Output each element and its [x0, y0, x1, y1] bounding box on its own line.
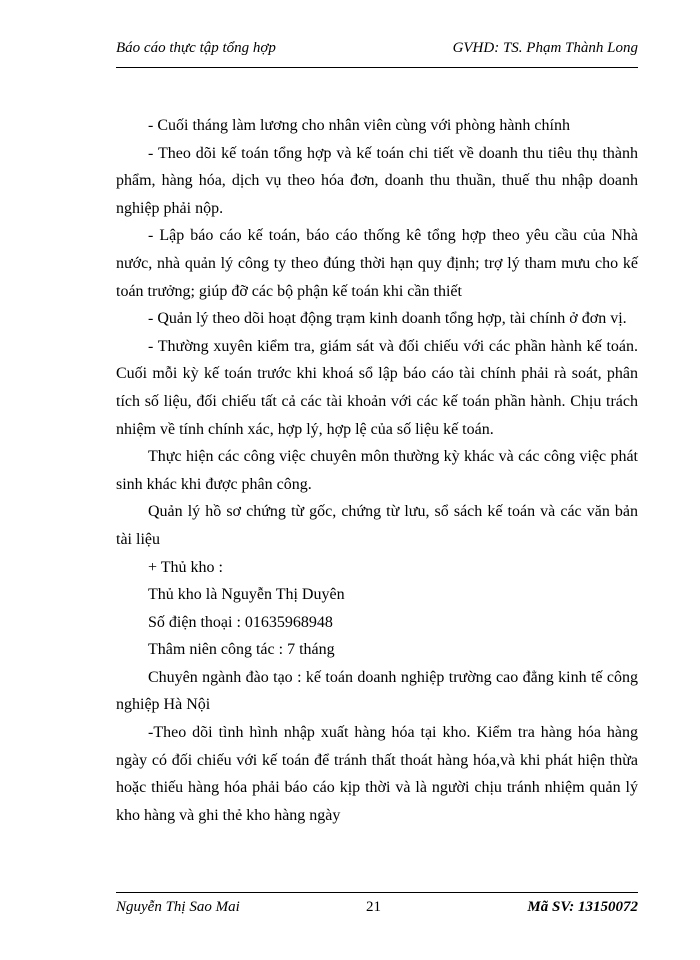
paragraph: Quản lý hồ sơ chứng từ gốc, chứng từ lưu, sổ sách kế toán và các văn bản tài liệu: [116, 503, 638, 548]
paragraph: Thâm niên công tác : 7 tháng: [148, 641, 335, 659]
footer-student-id: Mã SV: 13150072: [527, 899, 638, 915]
paragraph: - Quản lý theo dõi hoạt động trạm kinh doanh tổng hợp, tài chính ở đơn vị.: [148, 310, 627, 328]
paragraph: - Theo dõi kế toán tổng hợp và kế toán chi tiết về doanh thu tiêu thụ thành phẩm, hàng hóa, dịch vụ theo hóa đơn, doanh thu thuần, thuế thu nhập doanh nghiệp phải nộp.: [116, 144, 638, 217]
paragraph: + Thủ kho :: [148, 558, 223, 576]
paragraph: - Cuối tháng làm lương cho nhân viên cùng với phòng hành chính: [148, 117, 570, 134]
page-number: 21: [366, 899, 381, 915]
paragraph: Thủ kho là Nguyễn Thị Duyên: [148, 586, 345, 604]
paragraph: -Theo dõi tình hình nhập xuất hàng hóa tại kho. Kiểm tra hàng hóa hàng ngày có đối chiếu với kế toán để tránh thất thoát hàng hóa,và khi phát hiện thừa hoặc thiếu hàng hóa phải báo cáo kịp thời và là người chịu tránh nhiệm quản lý kho hàng và ghi thẻ kho hàng ngày: [116, 724, 638, 824]
document-body: [116, 112, 638, 829]
paragraph: Thực hiện các công việc chuyên môn thường kỳ khác và các công việc phát sinh khác khi được phân công.: [116, 448, 638, 493]
footer-divider: [116, 892, 638, 893]
page-footer: [116, 899, 638, 923]
footer-author: Nguyễn Thị Sao Mai: [116, 899, 240, 915]
header-title: Báo cáo thực tập tổng hợp: [116, 40, 276, 56]
paragraph: - Thường xuyên kiểm tra, giám sát và đối chiếu với các phần hành kế toán. Cuối mỗi kỳ kế toán trước khi khoá sổ lập báo cáo tài chính phải rà soát, phân tích số liệu, đối chiếu tất cả các tài khoản với các kế toán phần hành. Chịu trách nhiệm về tính chính xác, hợp lý, hợp lệ của số liệu kế toán.: [116, 337, 638, 438]
header-divider: [116, 67, 638, 68]
paragraph: Chuyên ngành đào tạo : kế toán doanh nghiệp trường cao đẳng kinh tế công nghiệp Hà Nội: [116, 668, 638, 714]
paragraph: Số điện thoại : 01635968948: [148, 613, 333, 631]
page-header: [116, 40, 638, 68]
header-supervisor: GVHD: TS. Phạm Thành Long: [452, 40, 638, 56]
paragraph: - Lập báo cáo kế toán, báo cáo thống kê tổng hợp theo yêu cầu của Nhà nước, nhà quản lý công ty theo đúng thời hạn quy định; trợ lý tham mưu cho kế toán trưởng; giúp đỡ các bộ phận kế toán khi cần thiết: [116, 227, 638, 300]
